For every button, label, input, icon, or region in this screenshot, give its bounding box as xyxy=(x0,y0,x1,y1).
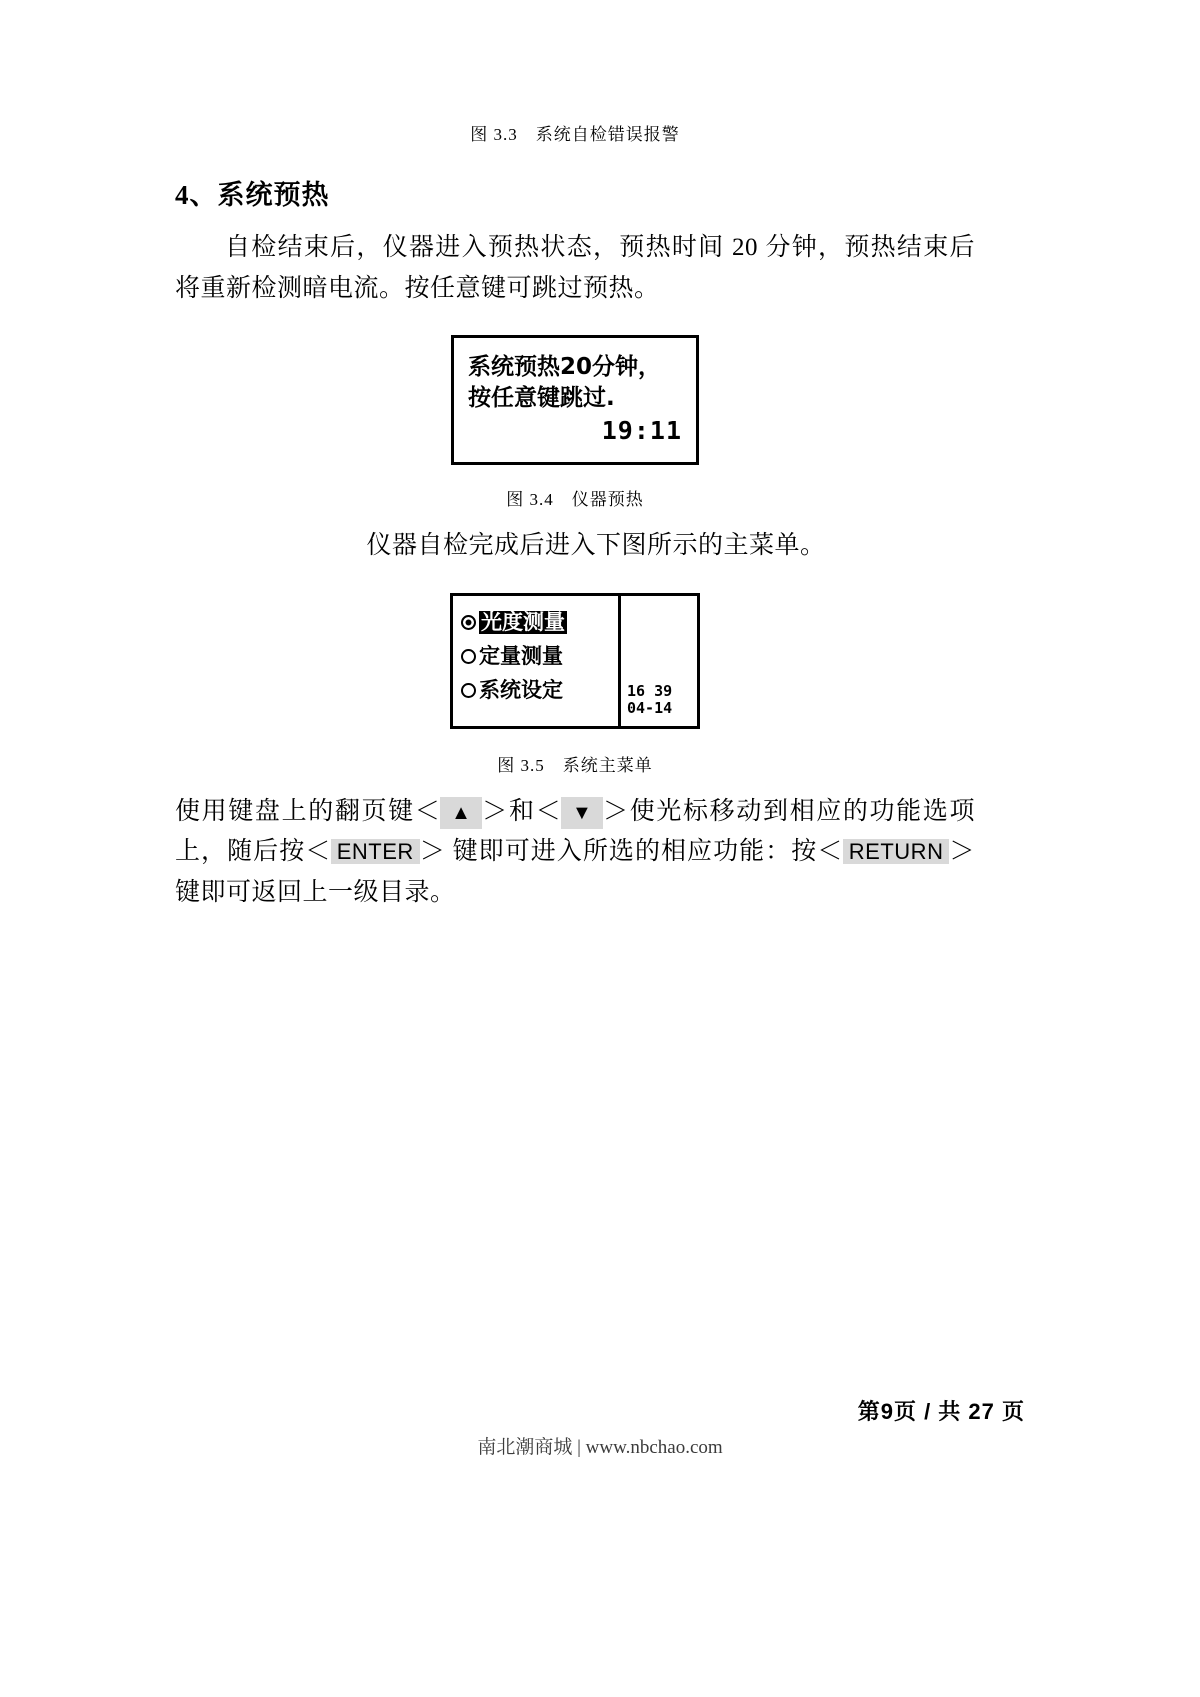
figure-3-3-title: 系统自检错误报警 xyxy=(535,125,680,144)
instruction-text-part5: ＞ 键即可返回上一级目录。 xyxy=(175,838,975,906)
menu-item-label: 定量测量 xyxy=(479,644,563,668)
lcd-main-menu-screen xyxy=(450,593,700,729)
paragraph-key-instructions xyxy=(175,792,975,914)
menu-item-system-setup[interactable] xyxy=(461,674,618,708)
instruction-text-part4: ＞ 键即可进入所选的相应功能：按＜ xyxy=(419,838,843,865)
lcd-warmup-line1: 系统预热20分钟， xyxy=(468,354,662,380)
instruction-text-part2: ＞和＜ xyxy=(482,797,562,825)
instruction-text-part3: ＞使光标移动到相应的功能选项上，随后按＜ xyxy=(175,797,975,865)
lcd-clock-date: 04-14 xyxy=(627,699,673,718)
lcd-clock-time: 16 39 xyxy=(627,682,673,700)
radio-unselected-icon xyxy=(461,649,476,664)
return-key-label: RETURN xyxy=(843,839,950,864)
up-arrow-key-icon: ▲ xyxy=(440,797,482,829)
lcd-warmup-countdown: 19:11 xyxy=(601,416,682,446)
radio-selected-icon xyxy=(461,615,476,630)
site-footer: 南北潮商城 | www.nbchao.com xyxy=(477,1437,723,1458)
figure-3-5-number: 图 3.5 xyxy=(497,755,545,775)
paragraph-warmup-description: 自检结束后，仪器进入预热状态，预热时间 20 分钟，预热结束后将重新检测暗电流。按任意键可跳过预热。 xyxy=(175,234,975,302)
figure-3-5-title: 系统主菜单 xyxy=(562,755,653,775)
lcd-clock xyxy=(627,683,672,718)
enter-key-label: ENTER xyxy=(331,839,420,864)
page-content xyxy=(175,120,975,913)
menu-item-label: 系统设定 xyxy=(479,678,563,702)
lcd-warmup-line2: 按任意键跳过. xyxy=(468,385,615,412)
figure-3-4-image xyxy=(175,335,975,465)
lcd-menu-list xyxy=(453,596,621,726)
figure-3-4-caption xyxy=(175,485,975,510)
paragraph-main-menu-intro: 仪器自检完成后进入下图所示的主菜单。 xyxy=(366,532,826,559)
menu-item-quantitative[interactable] xyxy=(461,640,618,674)
lcd-menu-info-panel xyxy=(621,596,697,726)
radio-unselected-icon xyxy=(461,683,476,698)
down-arrow-key-icon: ▼ xyxy=(561,797,603,829)
section-heading: 4、系统预热 xyxy=(175,180,330,210)
lcd-warmup-screen xyxy=(451,335,699,465)
figure-3-5-image xyxy=(175,593,975,729)
figure-3-3-caption xyxy=(175,120,975,145)
figure-3-4-number: 图 3.4 xyxy=(506,490,554,509)
figure-3-3-number: 图 3.3 xyxy=(470,125,518,144)
menu-item-photometric[interactable] xyxy=(461,606,618,640)
instruction-text-part1: 使用键盘上的翻页键＜ xyxy=(175,797,441,825)
figure-3-5-caption xyxy=(175,751,975,776)
menu-item-label: 光度测量 xyxy=(481,610,565,634)
page-number-footer: 第9页 / 共 27 页 xyxy=(857,1399,1025,1424)
figure-3-4-title: 仪器预热 xyxy=(571,490,644,509)
